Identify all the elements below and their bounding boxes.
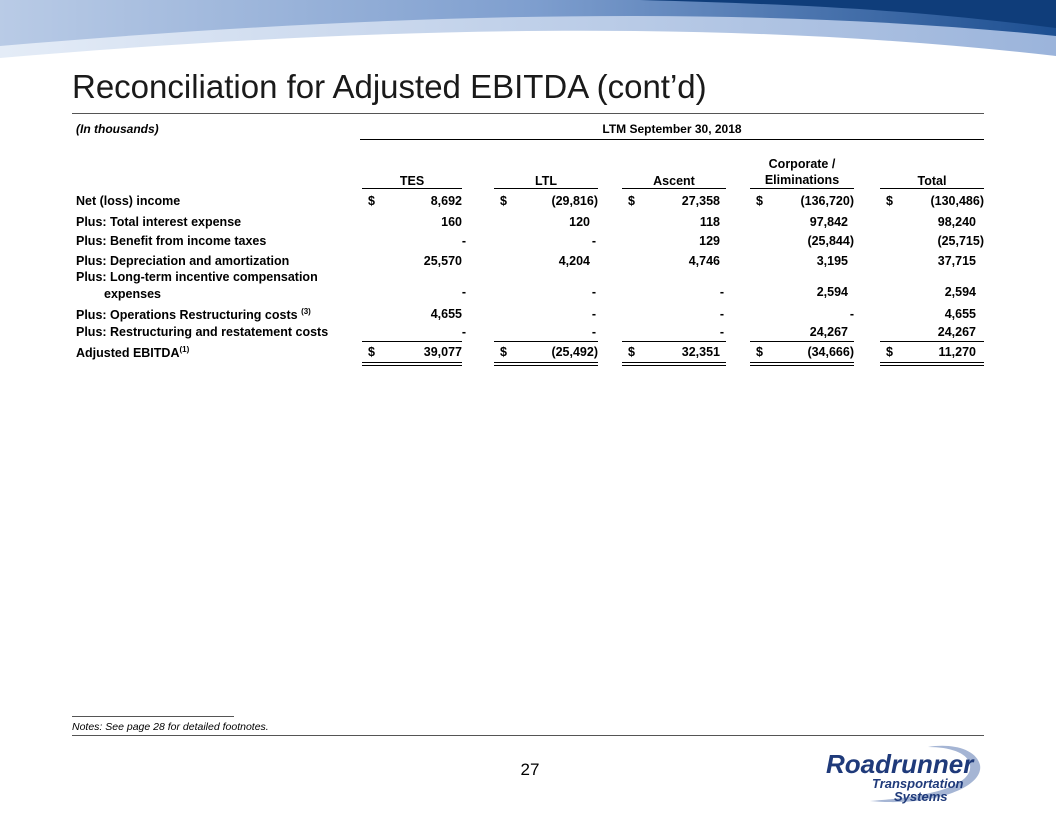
currency-symbol: $ [628,194,635,208]
units-label: (In thousands) [76,122,159,136]
total-double-rule-ltl [494,362,598,363]
cell-corporate: (34,666) [807,345,854,359]
total-double-rule-corporate [750,362,854,363]
cell-total: 98,240 [937,215,976,229]
cell-ltl: - [591,234,596,248]
subtotal-rule-ltl [494,341,598,342]
header-rule-ltl [494,188,598,189]
cell-ascent: 4,746 [688,254,720,268]
cell-corporate: 24,267 [809,325,848,339]
period-header: LTM September 30, 2018 [602,122,742,136]
cell-tes: 25,570 [423,254,462,268]
cell-ascent: - [719,285,724,299]
notes-divider [72,716,234,717]
currency-symbol: $ [368,194,375,208]
subtotal-rule-corporate [750,341,854,342]
cell-ltl: (29,816) [551,194,598,208]
row-label-depreciation: Plus: Depreciation and amortization [76,254,290,268]
column-header-total: Total [917,174,947,188]
footnote-marker: (3) [301,307,311,316]
currency-symbol: $ [500,194,507,208]
total-double-rule-tes [362,365,462,366]
cell-total: 4,655 [944,307,976,321]
total-double-rule-ascent [622,365,726,366]
header-rule-corporate [750,188,854,189]
header-rule-tes [362,188,462,189]
total-double-rule-ascent [622,362,726,363]
cell-ascent: 32,351 [681,345,720,359]
column-header-tes: TES [399,174,425,188]
roadrunner-logo [824,743,984,805]
cell-ltl: (25,492) [551,345,598,359]
currency-symbol: $ [886,194,893,208]
total-double-rule-tes [362,362,462,363]
row-label-text: Plus: Operations Restructuring costs [76,308,298,323]
header-rule-ascent [622,188,726,189]
row-label-income-taxes: Plus: Benefit from income taxes [76,234,267,248]
column-header-ascent: Ascent [653,174,695,188]
cell-corporate: 97,842 [809,215,848,229]
page-number: 27 [520,760,540,779]
cell-ltl: - [591,325,596,339]
cell-tes: 39,077 [423,345,462,359]
slide-title: Reconciliation for Adjusted EBITDA (cont’d) [72,68,707,105]
cell-total: (130,486) [930,194,984,208]
row-label-interest-expense: Plus: Total interest expense [76,215,242,229]
row-label-restatement-costs: Plus: Restructuring and restatement costs [76,325,329,339]
cell-ascent: - [719,307,724,321]
footer-divider [72,735,984,736]
column-header-corporate: Corporate / [768,157,836,171]
cell-total: 24,267 [937,325,976,339]
subtotal-rule-ascent [622,341,726,342]
row-label-text: Adjusted EBITDA [76,346,180,361]
row-label-operations-restructuring [76,307,311,322]
cell-tes: 4,655 [430,307,462,321]
total-double-rule-corporate [750,365,854,366]
row-label-adjusted-ebitda [76,345,189,360]
cell-tes: - [461,234,466,248]
header-rule-total [880,188,984,189]
logo-subtitle-2: Systems [894,789,948,804]
column-header-eliminations: Eliminations [764,173,840,187]
total-double-rule-total [880,362,984,363]
row-label-net-income: Net (loss) income [76,194,181,208]
cell-ascent: 118 [699,215,720,229]
header-swoosh [0,0,1056,70]
cell-corporate: 3,195 [816,254,848,268]
cell-corporate: - [849,307,854,321]
row-label-incentive-compensation-cont: expenses [104,287,161,301]
cell-corporate: 2,594 [816,285,848,299]
cell-ascent: 27,358 [681,194,720,208]
cell-tes: - [461,285,466,299]
currency-symbol: $ [756,194,763,208]
cell-total: (25,715) [937,234,984,248]
cell-total: 37,715 [937,254,976,268]
cell-ascent: 129 [699,234,720,248]
logo-subtitle: Transportation [872,776,964,791]
cell-tes: 8,692 [430,194,462,208]
footnote-text: Notes: See page 28 for detailed footnotes. [72,721,269,733]
subtotal-rule-tes [362,341,462,342]
footnote-marker: (1) [179,345,190,354]
currency-symbol: $ [500,345,507,359]
logo-wordmark: Roadrunner [826,749,974,779]
column-header-ltl: LTL [535,174,557,188]
row-label-incentive-compensation: Plus: Long-term incentive compensation [76,270,318,284]
cell-ltl: - [591,285,596,299]
total-double-rule-ltl [494,365,598,366]
cell-ltl: 4,204 [558,254,590,268]
cell-ascent: - [719,325,724,339]
cell-tes: 160 [441,215,462,229]
title-divider [72,113,984,114]
currency-symbol: $ [628,345,635,359]
total-double-rule-total [880,365,984,366]
cell-total: 2,594 [944,285,976,299]
cell-total: 11,270 [938,345,976,359]
cell-ltl: - [591,307,596,321]
cell-corporate: (136,720) [800,194,854,208]
cell-tes: - [461,325,466,339]
currency-symbol: $ [368,345,375,359]
currency-symbol: $ [886,345,893,359]
cell-ltl: 120 [569,215,590,229]
currency-symbol: $ [756,345,763,359]
subtotal-rule-total [880,341,984,342]
cell-corporate: (25,844) [807,234,854,248]
period-divider [360,139,984,140]
